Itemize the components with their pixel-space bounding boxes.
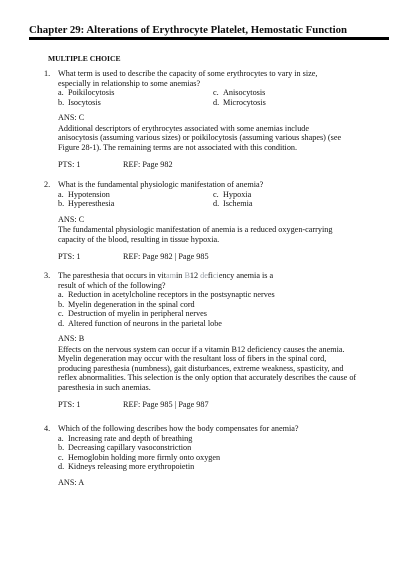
answer-key: ANS: C: [58, 113, 85, 122]
title-rule: [29, 37, 389, 40]
question-4: [44, 424, 388, 487]
option-a: a. Poikilocytosis: [58, 88, 115, 97]
question-3: [44, 271, 388, 410]
question-number: 3.: [44, 271, 51, 280]
option-c: c. Hemoglobin holding more firmly onto oxygen: [58, 452, 221, 462]
options-grid: [58, 190, 388, 209]
question-number: 2.: [44, 180, 51, 189]
options-list: [58, 290, 388, 328]
option-b: b. Hyperesthesia: [58, 199, 115, 208]
option-d: d. Altered function of neurons in the parietal lobe: [58, 318, 222, 328]
explanation: Additional descriptors of erythrocytes associated with some anemias include anisocytosis (assuming various sizes) or poikilocytosis (assuming various shapes) (see Figure 28-1). The remaining terms are not associated with this condition.: [58, 123, 342, 152]
option-c: c. Anisocytosis: [213, 88, 266, 97]
answer-key: ANS: A: [58, 477, 85, 487]
answer-key: ANS: C: [58, 214, 85, 224]
question-stem-line: What term is used to describe the capacity of some erythrocytes to vary in size,: [58, 69, 318, 78]
chapter-title: Chapter 29: Alterations of Erythrocyte Platelet, Hemostatic Function: [29, 24, 348, 36]
question-number: 1.: [44, 69, 51, 78]
question-1: [44, 69, 388, 170]
options-grid: [58, 88, 388, 107]
option-d: d. Kidneys releasing more erythropoietin: [58, 462, 195, 471]
question-meta: [58, 252, 388, 262]
section-heading: MULTIPLE CHOICE: [48, 54, 121, 63]
question-stem-line: result of which of the following?: [58, 280, 166, 290]
points: PTS: 1: [58, 160, 81, 169]
option-a: a. Increasing rate and depth of breathing: [58, 433, 193, 443]
question-2: [44, 180, 388, 262]
option-b: b. Myelin degeneration in the spinal cord: [58, 299, 195, 309]
explanation: Effects on the nervous system can occur if a vitamin B12 deficiency causes the anemia. Myelin degeneration may occur with the resultant loss of fibers in the spinal cord, producing paresthesia (numbness), gait disturbances, extreme weakness, spasticity, and reflex abnormalities. This selection is the only option that accurately describes the cause of paresthesia in such anemias.: [58, 344, 357, 392]
points: PTS: 1: [58, 400, 81, 409]
explanation: The fundamental physiologic manifestation of anemia is a reduced oxygen-carrying capacity of the blood, resulting in tissue hypoxia.: [58, 225, 333, 244]
option-d: d. Ischemia: [213, 199, 253, 208]
option-d: d. Microcytosis: [213, 97, 266, 107]
options-list: [58, 434, 388, 472]
question-stem-line: What is the fundamental physiologic manifestation of anemia?: [58, 180, 264, 189]
question-stem-line: The paresthesia that occurs in vitamin B12 deficiency anemia is a: [58, 271, 274, 280]
question-meta: [58, 160, 388, 170]
reference: REF: Page 985 | Page 987: [123, 400, 209, 409]
option-b: b. Isocytosis: [58, 97, 101, 107]
question-stem-line: especially in relationship to some anemias?: [58, 78, 201, 88]
question-meta: [58, 400, 388, 410]
option-a: a. Reduction in acetylcholine receptors in the postsynaptic nerves: [58, 290, 275, 299]
option-c: c. Destruction of myelin in peripheral nerves: [58, 309, 207, 318]
option-a: a. Hypotension: [58, 189, 110, 199]
option-b: b. Decreasing capillary vasoconstriction: [58, 443, 192, 452]
reference: REF: Page 982: [123, 160, 173, 169]
reference: REF: Page 982 | Page 985: [123, 252, 209, 261]
answer-key: ANS: B: [58, 334, 85, 343]
option-c: c. Hypoxia: [213, 189, 252, 199]
points: PTS: 1: [58, 252, 81, 261]
question-stem-line: Which of the following describes how the body compensates for anemia?: [58, 424, 299, 433]
question-number: 4.: [44, 424, 51, 433]
